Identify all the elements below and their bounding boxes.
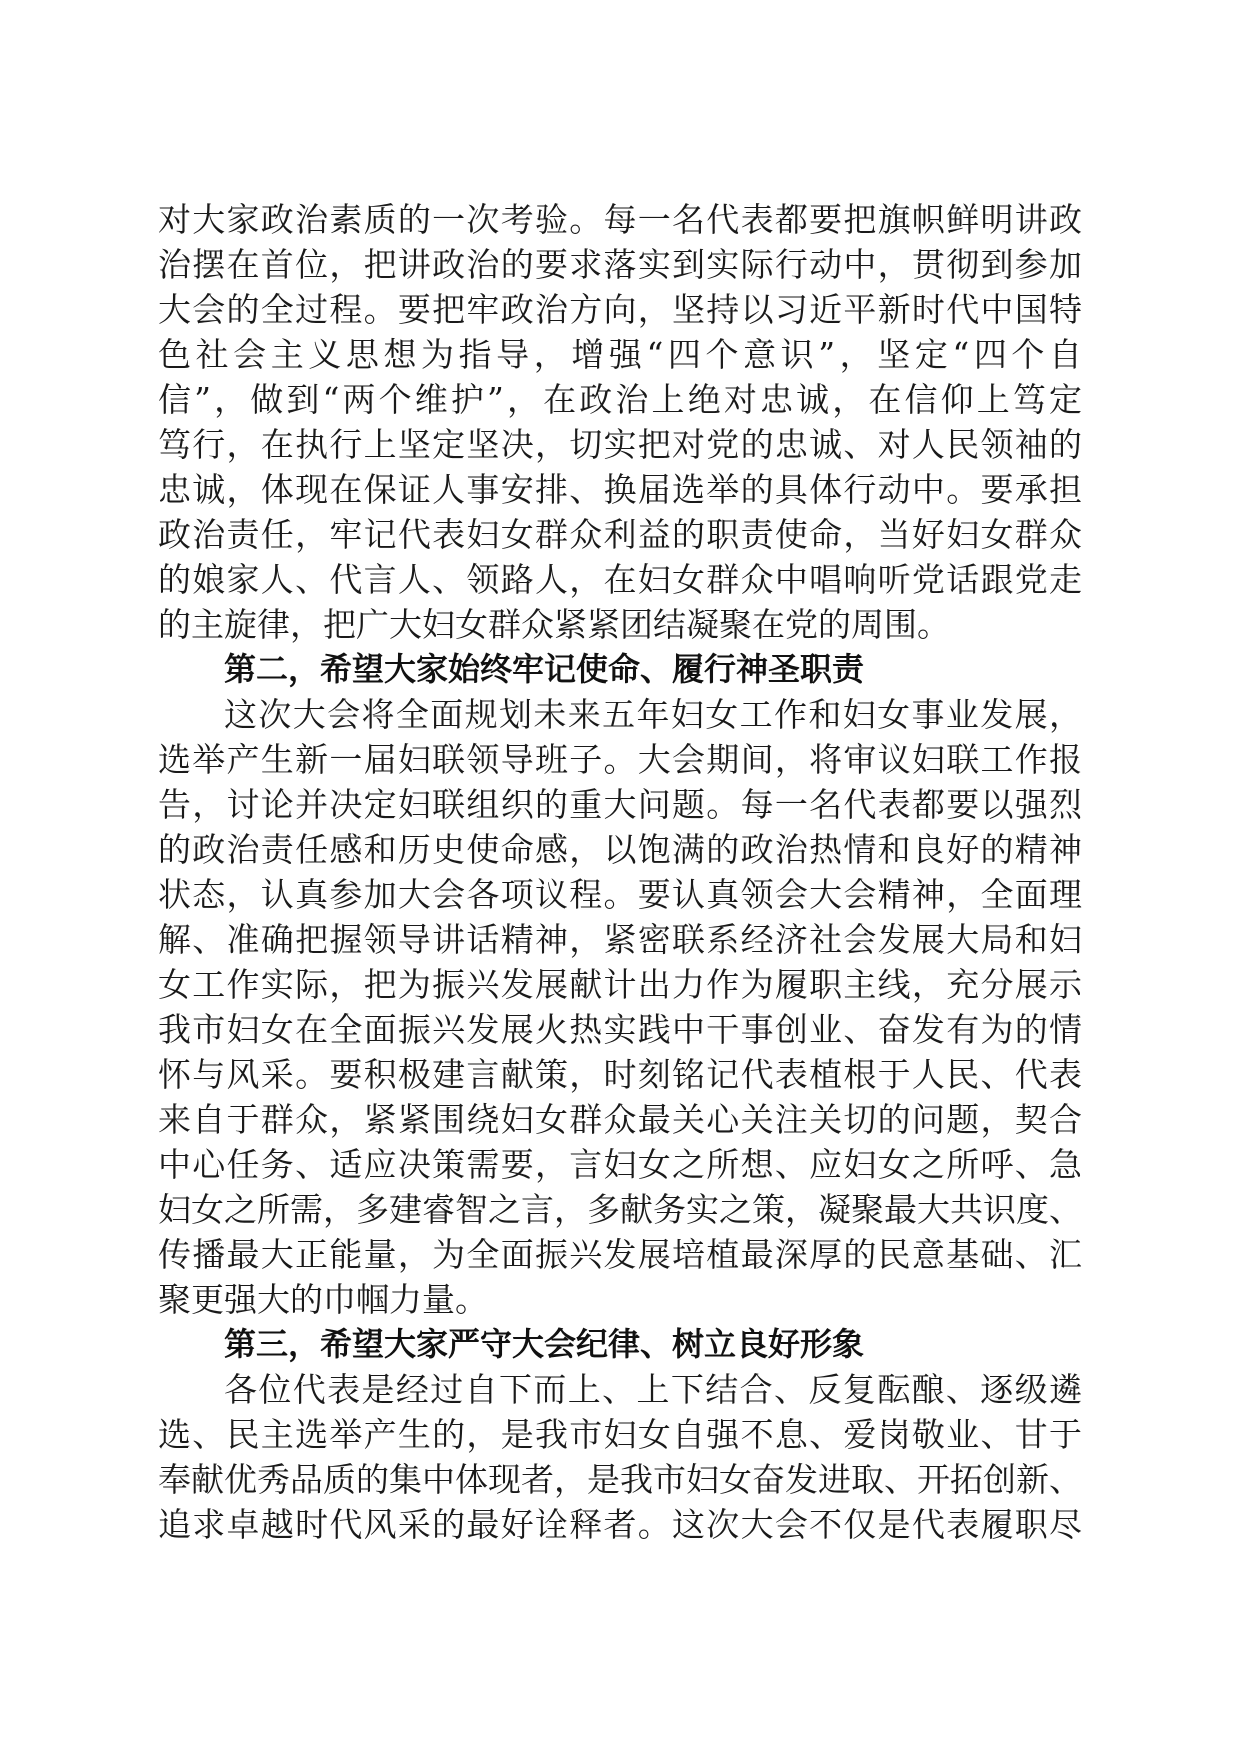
text-line: 的主旋律，把广大妇女群众紧紧团结凝聚在党的周围。 [158,605,950,644]
text-line: 的娘家人、代言人、领路人，在妇女群众中唱响听党话跟党走 [158,560,1082,599]
text-line: 我市妇女在全面振兴发展火热实践中干事创业、奋发有为的情 [158,1010,1082,1049]
paragraph-political-quality [158,197,1082,647]
text-line: 奉献优秀品质的集中体现者，是我市妇女奋发进取、开拓创新、 [158,1460,1082,1499]
text-line: 对大家政治素质的一次考验。每一名代表都要把旗帜鲜明讲政 [158,200,1082,239]
text-line: 妇女之所需，多建睿智之言，多献务实之策，凝聚最大共识度、 [158,1190,1082,1229]
text-line: 色社会主义思想为指导，增强“四个意识”，坚定“四个自 [158,335,1082,374]
text-line: 解、准确把握领导讲话精神，紧密联系经济社会发展大局和妇 [158,920,1082,959]
text-line: 信”，做到“两个维护”，在政治上绝对忠诚，在信仰上笃定 [158,380,1082,419]
document-page [158,197,1082,1547]
text-line: 来自于群众，紧紧围绕妇女群众最关心关注关切的问题，契合 [158,1100,1082,1139]
paragraph-mission-duties [158,692,1082,1322]
text-line: 选、民主选举产生的，是我市妇女自强不息、爱岗敬业、甘于 [158,1415,1082,1454]
text-line: 大会的全过程。要把牢政治方向，坚持以习近平新时代中国特 [158,290,1082,329]
text-line: 聚更强大的巾帼力量。 [158,1280,488,1319]
text-line: 怀与风采。要积极建言献策，时刻铭记代表植根于人民、代表 [158,1055,1082,1094]
section-heading-third: 第三，希望大家严守大会纪律、树立良好形象 [224,1325,865,1363]
text-line: 追求卓越时代风采的最好诠释者。这次大会不仅是代表履职尽 [158,1505,1082,1544]
text-line: 状态，认真参加大会各项议程。要认真领会大会精神，全面理 [158,875,1082,914]
text-line: 中心任务、适应决策需要，言妇女之所想、应妇女之所呼、急 [158,1145,1082,1184]
section-heading-second: 第二，希望大家始终牢记使命、履行神圣职责 [224,650,865,688]
text-line: 各位代表是经过自下而上、上下结合、反复酝酿、逐级遴 [224,1370,1082,1409]
text-line: 的政治责任感和历史使命感，以饱满的政治热情和良好的精神 [158,830,1082,869]
text-line: 笃行，在执行上坚定坚决，切实把对党的忠诚、对人民领袖的 [158,425,1082,464]
text-line: 女工作实际，把为振兴发展献计出力作为履职主线，充分展示 [158,965,1082,1004]
text-line: 治摆在首位，把讲政治的要求落实到实际行动中，贯彻到参加 [158,245,1082,284]
text-line: 这次大会将全面规划未来五年妇女工作和妇女事业发展， [224,695,1082,734]
text-line: 传播最大正能量，为全面振兴发展培植最深厚的民意基础、汇 [158,1235,1082,1274]
text-line: 告，讨论并决定妇联组织的重大问题。每一名代表都要以强烈 [158,785,1082,824]
text-line: 选举产生新一届妇联领导班子。大会期间，将审议妇联工作报 [158,740,1082,779]
text-line: 政治责任，牢记代表妇女群众利益的职责使命，当好妇女群众 [158,515,1082,554]
text-line: 忠诚，体现在保证人事安排、换届选举的具体行动中。要承担 [158,470,1082,509]
paragraph-discipline-image [158,1367,1082,1547]
